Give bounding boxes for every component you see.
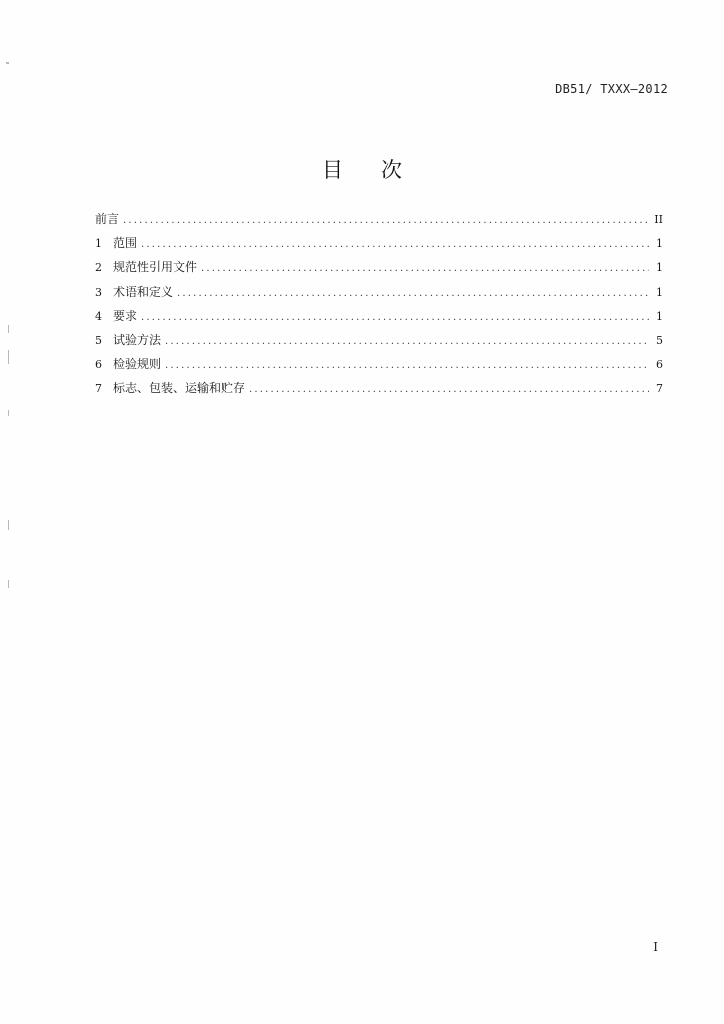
toc-entry-number: 3 — [95, 285, 102, 299]
toc-title — [0, 154, 724, 184]
toc-entry-label: 要求 — [113, 308, 138, 323]
toc-entry-page: 1 — [656, 309, 663, 323]
toc-entry-normative-references[interactable] — [95, 258, 663, 282]
toc-entry-number: 4 — [95, 309, 102, 323]
scan-artifact — [6, 62, 9, 64]
toc-entry-number: 1 — [95, 237, 102, 251]
toc-entry-terms-definitions[interactable] — [95, 283, 663, 307]
toc-entry-label: 规范性引用文件 — [113, 260, 198, 275]
toc-entry-label: 检验规则 — [113, 357, 162, 372]
toc-entry-page: 5 — [656, 333, 663, 347]
toc-entry-page: II — [654, 213, 663, 226]
toc-entry-page: 1 — [656, 237, 663, 251]
toc-leader-dots — [141, 312, 649, 323]
table-of-contents — [95, 210, 663, 404]
toc-entry-test-methods[interactable] — [95, 331, 663, 355]
scan-artifact — [8, 325, 9, 333]
toc-entry-label: 标志、包装、运输和贮存 — [113, 381, 246, 396]
toc-entry-scope[interactable] — [95, 234, 663, 258]
toc-entry-number: 5 — [95, 333, 102, 347]
scan-artifact — [8, 580, 9, 588]
scan-artifact — [8, 350, 9, 364]
toc-entry-number: 6 — [95, 358, 102, 372]
toc-leader-dots — [201, 263, 649, 274]
toc-leader-dots — [123, 215, 649, 226]
page-number: I — [653, 940, 658, 954]
toc-leader-dots — [249, 384, 649, 395]
toc-entry-requirements[interactable] — [95, 307, 663, 331]
toc-entry-foreword[interactable] — [95, 210, 663, 234]
toc-entry-label: 试验方法 — [113, 332, 162, 347]
scan-artifact — [8, 410, 9, 416]
toc-entry-page: 1 — [656, 261, 663, 275]
toc-entry-number: 7 — [95, 382, 102, 396]
toc-leader-dots — [177, 288, 649, 299]
toc-entry-page: 1 — [656, 285, 663, 299]
toc-leader-dots — [165, 336, 649, 347]
toc-title-char-1: 目 — [322, 158, 343, 182]
toc-entry-page: 6 — [656, 358, 663, 372]
toc-entry-inspection-rules[interactable] — [95, 355, 663, 379]
toc-entry-label: 范围 — [113, 236, 138, 251]
document-code: DB51/ TXXX—2012 — [555, 82, 668, 96]
toc-entry-marking-packaging[interactable] — [95, 379, 663, 403]
toc-leader-dots — [141, 239, 649, 250]
scan-artifact — [8, 520, 9, 530]
toc-entry-label: 术语和定义 — [113, 284, 174, 299]
toc-entry-number: 2 — [95, 261, 102, 275]
toc-title-char-2: 次 — [381, 158, 402, 182]
toc-entry-label: 前言 — [95, 212, 120, 226]
toc-entry-page: 7 — [656, 382, 663, 396]
toc-leader-dots — [165, 360, 649, 371]
